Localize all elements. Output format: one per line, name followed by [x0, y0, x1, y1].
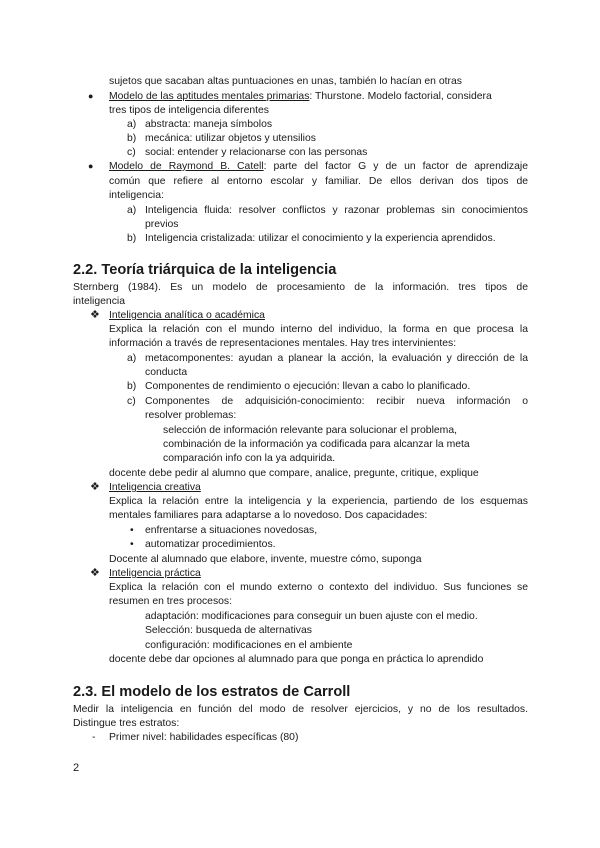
subsection-title: Inteligencia analítica o académica	[109, 310, 265, 321]
text-line: Sternberg (1984). Es un modelo de procesamiento de la información. tres tipos de	[73, 282, 528, 293]
list-item: metacomponentes: ayudan a planear la acción, la evaluación y dirección de la	[145, 353, 528, 364]
text-line: resumen en tres procesos:	[109, 596, 233, 607]
dash-bullet-icon: -	[92, 732, 96, 743]
text-line: conducta	[145, 367, 188, 378]
bullet-icon: •	[130, 525, 134, 536]
page-number: 2	[73, 762, 80, 774]
text-span: : Thurstone. Modelo factorial, considera	[309, 91, 492, 102]
diamond-bullet-icon: ❖	[90, 481, 100, 493]
list-item: Componentes de adquisición-conocimiento: recibir nueva información o	[145, 396, 528, 407]
text-line: Explica la relación entre la inteligencia y la experiencia, partiendo de los esquemas	[109, 496, 528, 507]
list-marker: a)	[127, 119, 137, 130]
text-line: inteligencia	[73, 296, 125, 307]
text-line: docente debe pedir al alumno que compare, analice, pregunte, critique, explique	[109, 468, 479, 479]
list-marker: a)	[127, 205, 137, 216]
text-line: Docente al alumnado que elabore, invente, muestre cómo, suponga	[109, 554, 422, 565]
text-line: mentales familiares para adaptarse a lo novedoso. Dos capacidades:	[109, 510, 428, 521]
model-link: Modelo de las aptitudes mentales primarias	[109, 91, 310, 102]
list-marker: c)	[127, 396, 136, 407]
text-line: selección de información relevante para solucionar el problema,	[163, 425, 457, 436]
list-marker: b)	[127, 233, 137, 244]
bullet-icon: •	[130, 539, 134, 550]
text-line: Medir la inteligencia en función del modo de resolver ejercicios, y no de los resultados.	[73, 704, 528, 715]
text-line: adaptación: modificaciones para conseguir un buen ajuste con el medio.	[145, 611, 478, 622]
text-line: tres tipos de inteligencia diferentes	[109, 105, 269, 116]
bullet-icon: ●	[88, 161, 94, 171]
list-marker: a)	[127, 353, 137, 364]
list-item: social: entender y relacionarse con las personas	[145, 147, 368, 158]
text-line: Explica la relación con el mundo interno del individuo, la forma en que procesa la	[109, 324, 528, 335]
text-line: información a través de representaciones mentales. Hay tres intervinientes:	[109, 338, 457, 349]
text-line: comparación info con la ya adquirida.	[163, 453, 336, 464]
list-item: Inteligencia fluida: resolver conflictos y razonar problemas sin conocimientos	[145, 205, 528, 216]
list-marker: b)	[127, 133, 137, 144]
text-line: docente debe dar opciones al alumnado para que ponga en práctica lo aprendido	[109, 654, 484, 665]
list-marker: c)	[127, 147, 136, 158]
list-item	[109, 90, 492, 103]
list-item: mecánica: utilizar objetos y utensilios	[145, 133, 316, 144]
text-line: previos	[145, 219, 179, 230]
section-heading: 2.2. Teoría triárquica de la inteligencia	[73, 262, 337, 278]
text-line: resolver problemas:	[145, 410, 237, 421]
text-span: : parte del factor G y de un factor de aprendizaje	[263, 161, 528, 172]
text-line: Selección: busqueda de alternativas	[145, 625, 312, 636]
list-item: abstracta: maneja símbolos	[145, 119, 273, 130]
text-line: combinación de la información ya codificada para alcanzar la meta	[163, 439, 470, 450]
list-item: Inteligencia cristalizada: utilizar el conocimiento y la experiencia aprendidos.	[145, 233, 496, 244]
list-marker: b)	[127, 381, 137, 392]
text-line: configuración: modificaciones en el ambiente	[145, 640, 353, 651]
section-heading: 2.3. El modelo de los estratos de Carroll	[73, 684, 351, 700]
subsection-title: Inteligencia práctica	[109, 568, 201, 579]
model-link: Modelo de Raymond B. Catell	[109, 161, 264, 172]
text-line: Distingue tres estratos:	[73, 718, 180, 729]
list-item: enfrentarse a situaciones novedosas,	[145, 525, 318, 536]
text-line: sujetos que sacaban altas puntuaciones en unas, también lo hacían en otras	[109, 76, 462, 87]
bullet-icon: ●	[88, 91, 94, 101]
diamond-bullet-icon: ❖	[90, 567, 100, 579]
list-item: automatizar procedimientos.	[145, 539, 276, 550]
subsection-title: Inteligencia creativa	[109, 482, 201, 493]
text-line: Explica la relación con el mundo externo o contexto del individuo. Sus funciones se	[109, 582, 528, 593]
list-item: Componentes de rendimiento o ejecución: llevan a cabo lo planificado.	[145, 381, 471, 392]
list-item: Primer nivel: habilidades específicas (80)	[109, 732, 299, 743]
text-line: común que refiere al entorno escolar y familiar. De ellos derivan dos tipos de	[109, 176, 528, 187]
list-item	[109, 160, 528, 173]
diamond-bullet-icon: ❖	[90, 309, 100, 321]
text-line: inteligencia:	[109, 190, 164, 201]
